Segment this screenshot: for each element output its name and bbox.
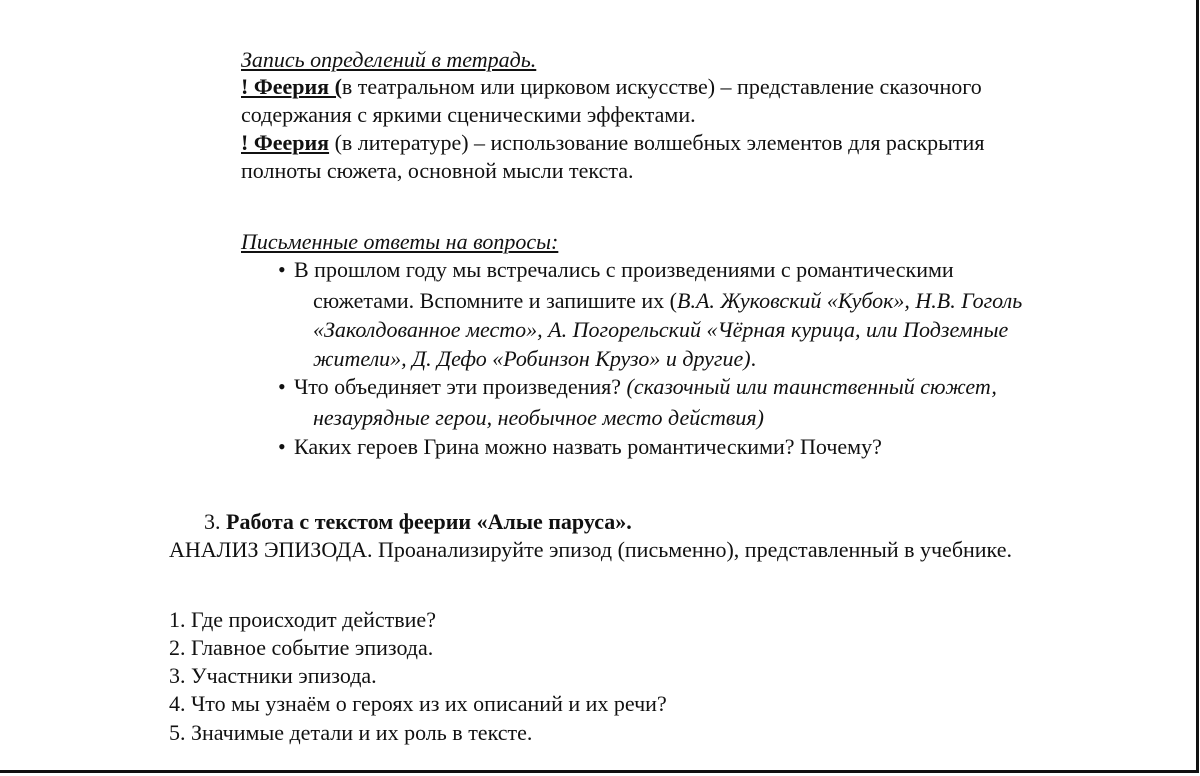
question-2-answer-start: (сказочный или таинственный сюжет, [626, 374, 997, 399]
definition-1-line-2: содержания с яркими сценическими эффектами. [241, 102, 696, 127]
definitions-heading: Запись определений в тетрадь. [241, 47, 537, 72]
question-1-answer-end: жители», Д. Дефо «Робинзон Крузо» и другие) [313, 346, 751, 371]
analysis-item-1: 1. Где происходит действие? [169, 607, 436, 632]
question-1-answer-start: В.А. Жуковский «Кубок», Н.В. Гоголь [677, 288, 1023, 313]
section-3-number: 3. [204, 509, 226, 534]
bullet-3: • [278, 434, 286, 459]
definition-2-line-1 [241, 129, 984, 157]
analysis-item-5: 5. Значимые детали и их роль в тексте. [169, 720, 533, 745]
definition-2-term: ! Феерия [241, 130, 330, 155]
section-3-title [204, 508, 632, 536]
question-2-line-1 [294, 373, 997, 401]
question-1-text: сюжетами. Вспомните и запишите их ( [313, 288, 677, 313]
question-1-period: . [750, 346, 757, 371]
section-3-title-text: Работа с текстом феерии «Алые паруса». [226, 509, 632, 534]
definition-1-term: ! Феерия ( [241, 74, 342, 99]
section-3-instruction: АНАЛИЗ ЭПИЗОДА. Проанализируйте эпизод (письменно), представленный в учебнике. [169, 537, 1012, 562]
definition-2-text: (в литературе) – использование волшебных элементов для раскрытия [329, 130, 985, 155]
definition-1-line-1 [241, 73, 982, 101]
question-1-line-3: «Заколдованное место», А. Погорельский «Чёрная курица, или Подземные [313, 317, 1009, 342]
question-3-line-1: Каких героев Грина можно назвать романтическими? Почему? [294, 434, 882, 459]
question-2-text: Что объединяет эти произведения? [294, 374, 627, 399]
question-1-line-1: В прошлом году мы встречались с произведениями с романтическими [294, 257, 954, 282]
bullet-1: • [278, 257, 286, 282]
bullet-2: • [278, 374, 286, 399]
analysis-item-3: 3. Участники эпизода. [169, 663, 377, 688]
question-1-line-4 [313, 345, 756, 373]
analysis-item-4: 4. Что мы узнаём о героях из их описаний и их речи? [169, 691, 667, 716]
question-1-line-2 [313, 287, 1022, 315]
questions-heading: Письменные ответы на вопросы: [241, 229, 559, 254]
definition-2-line-2: полноты сюжета, основной мысли текста. [241, 158, 634, 183]
definition-1-text: в театральном или цирковом искусстве) – представление сказочного [341, 74, 982, 99]
question-2-line-2: незаурядные герои, необычное место действия) [313, 405, 764, 430]
analysis-item-2: 2. Главное событие эпизода. [169, 635, 434, 660]
